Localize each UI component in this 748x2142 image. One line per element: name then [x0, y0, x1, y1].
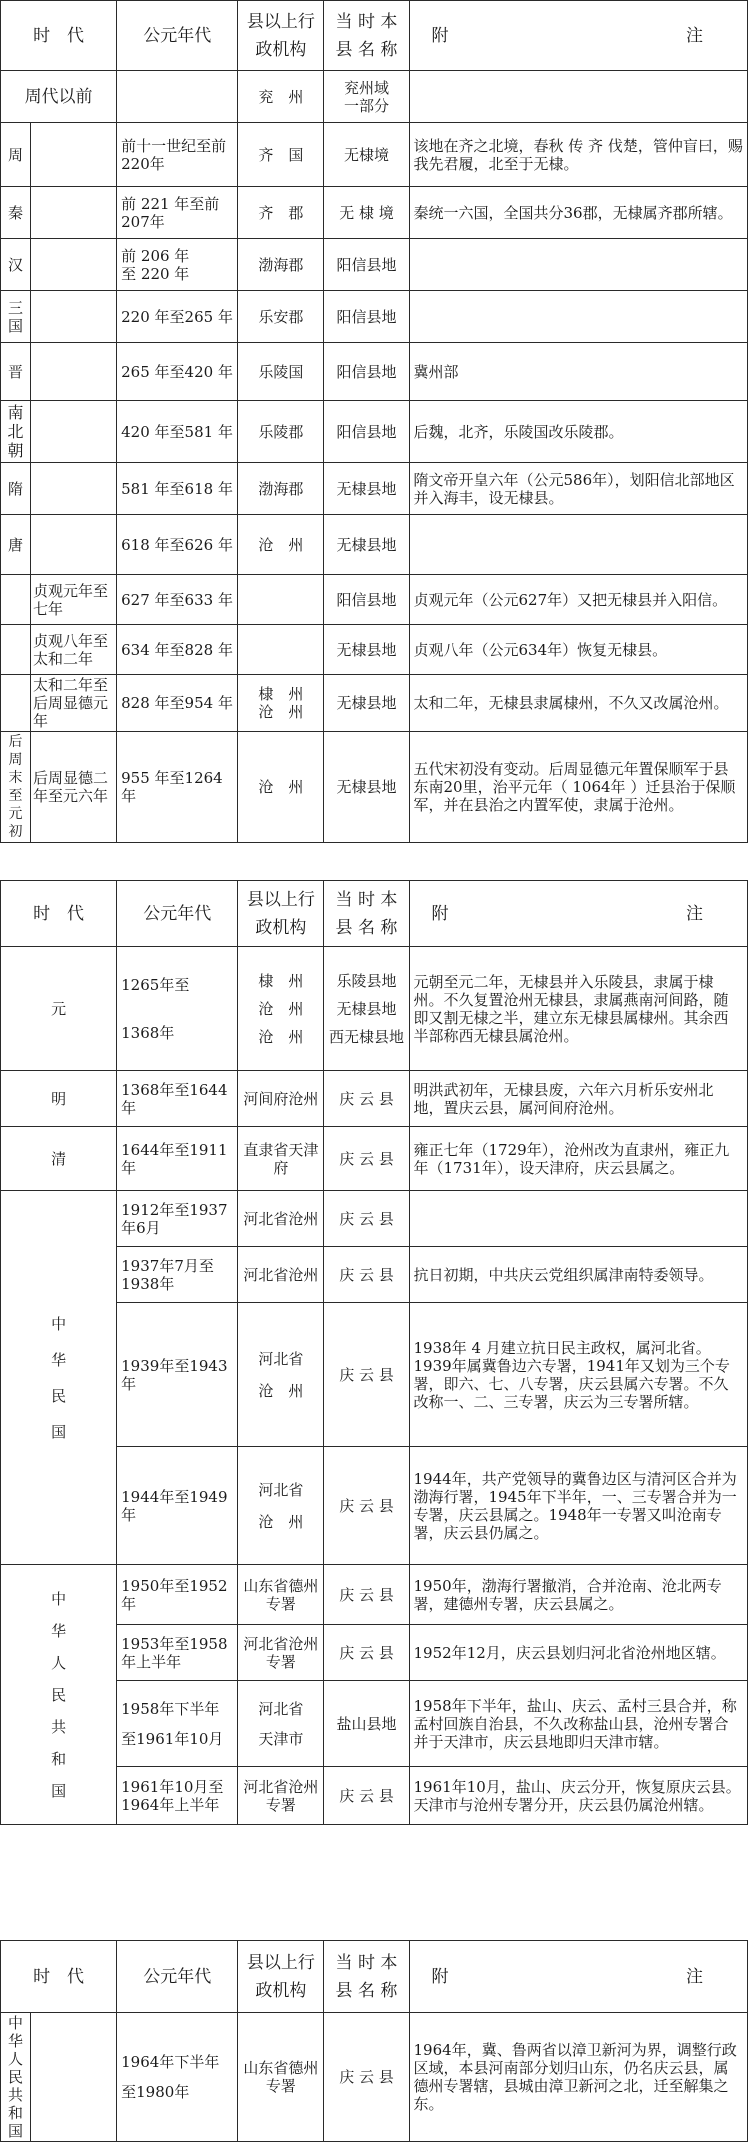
- year-cell: 618 年至626 年: [117, 515, 238, 575]
- year-cell: 前十一世纪至前220年: [117, 123, 238, 187]
- name-cell: 无 棣 境: [324, 187, 409, 239]
- year-line: 至 220 年: [121, 264, 190, 283]
- era-cell: 中华人民共和国: [1, 2013, 31, 2142]
- header-note-a: 附: [431, 25, 449, 46]
- year-cell: 1644年至1911年: [117, 1127, 238, 1191]
- sub-era-cell: [31, 291, 117, 343]
- name-cell: 庆 云 县: [324, 1303, 409, 1447]
- era-char: 和: [51, 1749, 67, 1768]
- table-row: [1, 625, 748, 675]
- admin-cell: 齐 郡: [238, 187, 324, 239]
- header-year: 公元年代: [117, 1941, 238, 2013]
- header-admin: [238, 1, 324, 71]
- era-cell: 明: [1, 1071, 117, 1127]
- admin-line: 棣 州: [258, 971, 304, 990]
- era-char: 国: [51, 1781, 67, 1800]
- header-county-name: [324, 1, 409, 71]
- note-cell: 贞观八年（公元634年）恢复无棣县。: [409, 625, 747, 675]
- admin-cell: 乐安郡: [238, 291, 324, 343]
- era-cell: 汉: [1, 239, 31, 291]
- year-cell: 1961年10月至1964年上半年: [117, 1767, 238, 1825]
- note-cell: [409, 239, 747, 291]
- year-cell: 420 年至581 年: [117, 401, 238, 463]
- sub-era-cell: [31, 343, 117, 401]
- admin-cell: [238, 675, 324, 732]
- year-cell: 1912年至1937年6月: [117, 1191, 238, 1247]
- year-line: 前 206 年: [121, 246, 190, 265]
- name-line: 无棣县地: [336, 999, 397, 1018]
- name-cell: 阳信县地: [324, 239, 409, 291]
- year-cell: 1937年7月至1938年: [117, 1247, 238, 1303]
- note-cell: 1958年下半年，盐山、庆云、孟村三县合并，称孟村回族自治县，不久改称盐山县，沧州专署合并于天津市，庆云县地即归天津市辖。: [409, 1681, 747, 1767]
- header-note-b: 注: [686, 1966, 703, 1987]
- name-cell: 阳信县地: [324, 343, 409, 401]
- admin-cell: [238, 1681, 324, 1767]
- header-admin-line2: 政机构: [255, 917, 307, 938]
- header-admin-line2: 政机构: [255, 1980, 307, 2001]
- admin-cell: 河北省沧州: [238, 1191, 324, 1247]
- name-line: 兖州域: [343, 78, 389, 97]
- note-cell: 元朝至元二年，无棣县并入乐陵县，隶属于棣州。不久复置沧州无棣县，隶属燕南河间路，随即又割无棣之半，建立东无棣县属棣州。其余西半部称西无棣县属沧州。: [409, 947, 747, 1071]
- year-line: 至1961年10月: [121, 1729, 224, 1748]
- header-note: [409, 1941, 747, 2013]
- note-cell: 明洪武初年，无棣县废，六年六月析乐安州北地，置庆云县，属河间府沧州。: [409, 1071, 747, 1127]
- note-cell: 1950年，渤海行署撤消，合并沧南、沧北两专署，建德州专署，庆云县属之。: [409, 1565, 747, 1625]
- era-cell-roc: [1, 1191, 117, 1565]
- note-cell: 1952年12月，庆云县划归河北省沧州地区辖。: [409, 1625, 747, 1681]
- name-cell: 庆 云 县: [324, 1767, 409, 1825]
- admin-cell: 山东省德州专署: [238, 1565, 324, 1625]
- admin-cell: 乐陵郡: [238, 401, 324, 463]
- admin-line: 河北省: [258, 1699, 304, 1718]
- year-cell: [117, 1681, 238, 1767]
- era-char: 民: [51, 1685, 67, 1704]
- note-cell: [409, 71, 747, 123]
- admin-line: 沧 州: [258, 1027, 304, 1046]
- era-cell: [1, 401, 31, 463]
- header-name-line2: 县 名 称: [335, 39, 398, 60]
- header-county-name: [324, 1941, 409, 2013]
- note-cell: 该地在齐之北境，春秋 传 齐 伐楚，管仲盲曰，赐我先君履，北至于无棣。: [409, 123, 747, 187]
- note-cell: 雍正七年（1729年），沧州改为直隶州，雍正九年（1731年），设天津府，庆云县属之。: [409, 1127, 747, 1191]
- header-admin-line1: 县以上行: [246, 11, 315, 32]
- note-cell: 隋文帝开皇六年（公元586年），划阳信北部地区并入海丰，设无棣县。: [409, 463, 747, 515]
- year-cell: 627 年至633 年: [117, 575, 238, 625]
- year-line: 1265年至: [121, 975, 190, 994]
- admin-line: 河北省: [258, 1480, 304, 1499]
- header-era: 时 代: [1, 1, 117, 71]
- table-row: [1, 1191, 748, 1247]
- admin-line: 沧 州: [258, 703, 304, 721]
- name-cell: 无棣县地: [324, 732, 409, 843]
- name-cell: [324, 947, 409, 1071]
- year-cell: 828 年至954 年: [117, 675, 238, 732]
- era-cell: [1, 675, 31, 732]
- header-note-a: 附: [431, 1966, 449, 1987]
- name-cell: 无棣县地: [324, 463, 409, 515]
- table-row: [1, 343, 748, 401]
- admin-cell: [238, 947, 324, 1071]
- admin-cell: 齐 国: [238, 123, 324, 187]
- year-cell: 581 年至618 年: [117, 463, 238, 515]
- year-cell: 1950年至1952年: [117, 1565, 238, 1625]
- year-cell: 955 年至1264 年: [117, 732, 238, 843]
- name-cell: 庆 云 县: [324, 1191, 409, 1247]
- header-note-a: 附: [431, 903, 449, 924]
- header-name-line1: 当 时 本: [335, 889, 398, 910]
- name-cell: 庆 云 县: [324, 1071, 409, 1127]
- note-cell: 秦统一六国，全国共分36郡，无棣属齐郡所辖。: [409, 187, 747, 239]
- table-row: [1, 291, 748, 343]
- header-era: 时 代: [1, 881, 117, 947]
- year-cell: 220 年至265 年: [117, 291, 238, 343]
- admin-cell: [238, 625, 324, 675]
- year-cell: 1939年至1943年: [117, 1303, 238, 1447]
- name-cell: 庆 云 县: [324, 1625, 409, 1681]
- name-cell: 阳信县地: [324, 401, 409, 463]
- era-char: 华: [51, 1350, 67, 1369]
- sub-era-cell: 后周显德二年至元六年: [31, 732, 117, 843]
- era-cell: [1, 625, 31, 675]
- admin-cell: [238, 1303, 324, 1447]
- era-char: 民: [51, 1386, 67, 1405]
- era-cell: [1, 575, 31, 625]
- admin-line: 沧 州: [258, 1381, 304, 1400]
- name-line: 西无棣县地: [328, 1027, 404, 1046]
- history-table-part-3: [0, 1940, 748, 2142]
- name-cell: 庆 云 县: [324, 1247, 409, 1303]
- table-header-row: [1, 881, 748, 947]
- era-cell-prc: [1, 1565, 117, 1825]
- era-cell: 秦: [1, 187, 31, 239]
- year-cell: [117, 947, 238, 1071]
- table-row: [1, 1565, 748, 1625]
- history-table-part-1: [0, 0, 748, 843]
- year-cell: 265 年至420 年: [117, 343, 238, 401]
- era-cell: 唐: [1, 515, 31, 575]
- header-note: [409, 1, 747, 71]
- year-cell: 1368年至1644年: [117, 1071, 238, 1127]
- name-cell: 庆 云 县: [324, 2013, 409, 2142]
- header-name-line2: 县 名 称: [335, 1980, 398, 2001]
- table-row: [1, 187, 748, 239]
- name-line: 一部分: [343, 96, 389, 115]
- table-row: [1, 732, 748, 843]
- admin-line: 河北省: [258, 1349, 304, 1368]
- admin-cell: 河北省沧州专署: [238, 1767, 324, 1825]
- admin-line: 沧 州: [258, 1512, 304, 1531]
- header-name-line2: 县 名 称: [335, 917, 398, 938]
- admin-cell: 河北省沧州专署: [238, 1625, 324, 1681]
- admin-cell: [238, 575, 324, 625]
- note-cell: 后魏，北齐，乐陵国改乐陵郡。: [409, 401, 747, 463]
- table-row: [1, 239, 748, 291]
- table-row: [1, 123, 748, 187]
- year-cell: 前 221 年至前 207年: [117, 187, 238, 239]
- year-cell: [117, 2013, 238, 2142]
- note-cell: [409, 515, 747, 575]
- header-note-b: 注: [686, 25, 703, 46]
- table-row: [1, 463, 748, 515]
- note-cell: 五代宋初没有变动。后周显德元年置保顺军于县东南20里，治平元年（ 1064年 ）迁县治于保顺军，并在县治之内置军使，隶属于沧州。: [409, 732, 747, 843]
- name-cell: 庆 云 县: [324, 1447, 409, 1565]
- name-cell: 无棣境: [324, 123, 409, 187]
- table-row: [1, 401, 748, 463]
- header-era: 时 代: [1, 1941, 117, 2013]
- era-line: 南: [7, 403, 24, 422]
- note-cell: [409, 1191, 747, 1247]
- name-cell: 庆 云 县: [324, 1127, 409, 1191]
- admin-line: 天津市: [258, 1729, 304, 1748]
- admin-cell: 山东省德州专署: [238, 2013, 324, 2142]
- sub-era-cell: [31, 123, 117, 187]
- sub-era-cell: [31, 515, 117, 575]
- note-cell: 贞观元年（公元627年）又把无棣县并入阳信。: [409, 575, 747, 625]
- table-row: [1, 515, 748, 575]
- year-line: 至1980年: [121, 2083, 190, 2101]
- sub-era-cell: 贞观八年至太和二年: [31, 625, 117, 675]
- header-admin: [238, 881, 324, 947]
- year-cell: 1953年至1958年上半年: [117, 1625, 238, 1681]
- admin-cell: 渤海郡: [238, 463, 324, 515]
- sub-era-cell: [31, 463, 117, 515]
- year-line: 1958年下半年: [121, 1699, 220, 1718]
- era-char: 华: [51, 1621, 67, 1640]
- header-note-b: 注: [686, 903, 703, 924]
- admin-cell: [238, 1447, 324, 1565]
- table-row: [1, 1071, 748, 1127]
- header-name-line1: 当 时 本: [335, 11, 398, 32]
- name-cell: 庆 云 县: [324, 1565, 409, 1625]
- note-cell: [409, 291, 747, 343]
- admin-cell: 沧 州: [238, 732, 324, 843]
- history-table-part-2: [0, 880, 748, 1825]
- era-cell: 三国: [1, 291, 31, 343]
- admin-cell: 河间府沧州: [238, 1071, 324, 1127]
- table-row: [1, 675, 748, 732]
- era-char: 国: [51, 1422, 67, 1441]
- sub-era-cell: [31, 239, 117, 291]
- table-header-row: [1, 1, 748, 71]
- era-char: 人: [51, 1653, 67, 1672]
- name-cell: [324, 71, 409, 123]
- era-cell: 后周末至元初: [1, 732, 31, 843]
- header-name-line1: 当 时 本: [335, 1952, 398, 1973]
- note-cell: 太和二年，无棣县隶属棣州，不久又改属沧州。: [409, 675, 747, 732]
- year-cell: [117, 239, 238, 291]
- name-cell: 阳信县地: [324, 575, 409, 625]
- admin-cell: 河北省沧州: [238, 1247, 324, 1303]
- year-cell: 1944年至1949年: [117, 1447, 238, 1565]
- era-cell: 隋: [1, 463, 31, 515]
- era-cell: 周: [1, 123, 31, 187]
- header-county-name: [324, 881, 409, 947]
- year-line: 1964年下半年: [121, 2053, 220, 2071]
- sub-era-cell: [31, 2013, 117, 2142]
- era-char: 中: [51, 1314, 67, 1333]
- header-admin: [238, 1941, 324, 2013]
- header-year: 公元年代: [117, 1, 238, 71]
- header-admin-line2: 政机构: [255, 39, 307, 60]
- admin-line: 沧 州: [258, 999, 304, 1018]
- note-cell: 1964年，冀、鲁两省以漳卫新河为界，调整行政区域，本县河南部分划归山东，仍名庆云县，属德州专署辖，县城由漳卫新河之北，迁至解集之东。: [409, 2013, 747, 2142]
- table-row: [1, 1127, 748, 1191]
- name-cell: 阳信县地: [324, 291, 409, 343]
- note-cell: 1938年 4 月建立抗日民主政权，属河北省。1939年属冀鲁边六专署，1941年又划为三个专署，即六、七、八专署，庆云县属六专署。不久改称一、二、三专署，庆云为三专署所辖。: [409, 1303, 747, 1447]
- name-cell: 盐山县地: [324, 1681, 409, 1767]
- header-note: [409, 881, 747, 947]
- sub-era-cell: 贞观元年至七年: [31, 575, 117, 625]
- sub-era-cell: [31, 187, 117, 239]
- admin-cell: 渤海郡: [238, 239, 324, 291]
- admin-cell: 乐陵国: [238, 343, 324, 401]
- name-line: 乐陵县地: [336, 971, 397, 990]
- table-header-row: [1, 1941, 748, 2013]
- note-cell: 抗日初期，中共庆云党组织属津南特委领导。: [409, 1247, 747, 1303]
- admin-cell: 沧 州: [238, 515, 324, 575]
- admin-line: 棣 州: [258, 685, 304, 703]
- table-row: [1, 71, 748, 123]
- sub-era-cell: 太和二年至后周显德元年: [31, 675, 117, 732]
- era-cell: 晋: [1, 343, 31, 401]
- year-cell: 634 年至828 年: [117, 625, 238, 675]
- note-cell: 1961年10月，盐山、庆云分开，恢复原庆云县。天津市与沧州专署分开，庆云县仍属沧州辖。: [409, 1767, 747, 1825]
- era-line: 北朝: [7, 422, 24, 460]
- sub-era-cell: [31, 401, 117, 463]
- year-line: 1368年: [121, 1023, 175, 1042]
- header-year: 公元年代: [117, 881, 238, 947]
- name-cell: 无棣县地: [324, 625, 409, 675]
- note-cell: 冀州部: [409, 343, 747, 401]
- table-row: [1, 2013, 748, 2142]
- header-admin-line1: 县以上行: [246, 889, 315, 910]
- name-cell: 无棣县地: [324, 675, 409, 732]
- era-cell: 元: [1, 947, 117, 1071]
- table-row: [1, 947, 748, 1071]
- name-cell: 无棣县地: [324, 515, 409, 575]
- header-admin-line1: 县以上行: [246, 1952, 315, 1973]
- table-row: [1, 575, 748, 625]
- admin-cell: 直隶省天津府: [238, 1127, 324, 1191]
- admin-cell: 兖 州: [238, 71, 324, 123]
- era-cell: 周代以前: [1, 71, 117, 123]
- era-char: 中: [51, 1589, 67, 1608]
- era-char: 共: [51, 1717, 67, 1736]
- year-cell: [117, 71, 238, 123]
- era-cell: 清: [1, 1127, 117, 1191]
- note-cell: 1944年，共产党领导的冀鲁边区与清河区合并为渤海行署，1945年下半年，一、三专署合并为一专署，庆云县属之。1948年一专署又叫沧南专署，庆云县仍属之。: [409, 1447, 747, 1565]
